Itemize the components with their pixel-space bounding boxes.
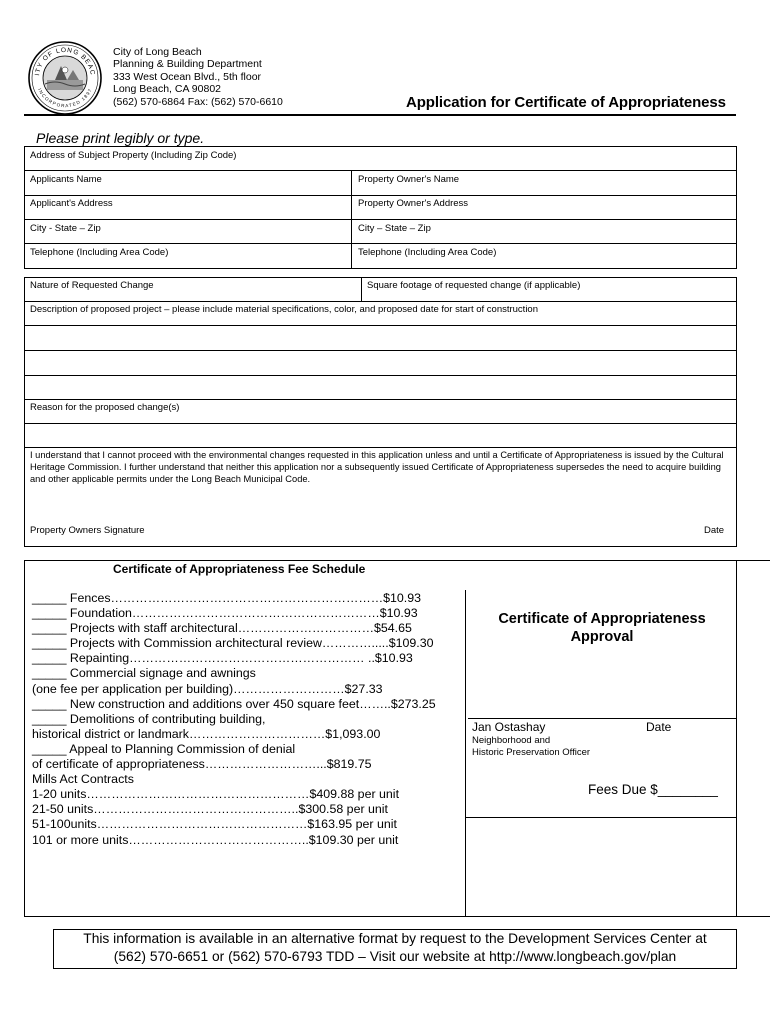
column-divider xyxy=(351,170,352,269)
mills-act-51-100: 51-100units……………………………………………$163.95 per unit xyxy=(32,817,397,832)
fees-due-field[interactable]: Fees Due $________ xyxy=(588,782,718,797)
column-divider xyxy=(361,277,362,301)
owner-signature-field[interactable]: Property Owners Signature xyxy=(30,525,145,536)
header-divider xyxy=(24,114,736,116)
fee-item-fences[interactable]: _____ Fences…………………………………………………………$10.93 xyxy=(32,591,422,605)
fee-item-demolitions[interactable]: _____ Demolitions of contributing building, xyxy=(32,711,266,726)
officer-name: Jan Ostashay xyxy=(472,720,546,734)
fee-schedule-title: Certificate of Appropriateness Fee Schedule xyxy=(113,562,366,576)
mills-act-21-50: 21-50 units…………………………………………..$300.58 per unit xyxy=(32,802,389,817)
form-title: Application for Certificate of Appropriateness xyxy=(406,94,726,111)
fee-item-commercial-signage[interactable]: _____ Commercial signage and awnings xyxy=(32,666,256,681)
row-divider xyxy=(24,301,737,302)
owner-phone-field[interactable]: Telephone (Including Area Code) xyxy=(358,247,497,258)
seal-bottom-text: INCORPORATED 1897 xyxy=(37,87,93,109)
fee-item-appeal-detail: of certificate of appropriateness………………………...$819.75 xyxy=(32,757,372,772)
footer-text xyxy=(53,930,737,965)
fee-item-repainting[interactable]: _____ Repainting………………………………………………… ..$10.93 xyxy=(32,651,413,666)
fee-item-signage-detail: (one fee per application per building)………………………$27.33 xyxy=(32,681,383,696)
description-input-area[interactable] xyxy=(25,326,736,398)
phone-fax: (562) 570-6864 Fax: (562) 570-6610 xyxy=(113,95,283,108)
fee-item-appeal[interactable]: _____ Appeal to Planning Commission of denial xyxy=(32,741,296,756)
applicant-address-field[interactable]: Applicant's Address xyxy=(30,198,113,209)
mills-act-101-plus: 101 or more units……………………………………..$109.30 per unit xyxy=(32,832,399,847)
square-footage-field[interactable]: Square footage of requested change (if applicable) xyxy=(367,280,581,291)
signature-date-field[interactable]: Date xyxy=(704,525,725,536)
officer-title-line2: Historic Preservation Officer xyxy=(472,747,591,758)
fee-schedule-list xyxy=(32,591,436,848)
row-divider xyxy=(24,243,737,244)
city-state-zip: Long Beach, CA 90802 xyxy=(113,83,222,96)
approval-title xyxy=(468,610,736,646)
row-divider xyxy=(24,399,737,400)
approval-date-label: Date xyxy=(646,720,672,734)
row-divider xyxy=(24,170,737,171)
owner-address-field[interactable]: Property Owner's Address xyxy=(358,198,469,209)
fee-item-staff-architectural[interactable]: _____ Projects with staff architectural……………………………$54.65 xyxy=(32,621,412,636)
nature-of-change-field[interactable]: Nature of Requested Change xyxy=(30,280,154,291)
officer-title xyxy=(472,735,590,759)
seal-top-text: ITY OF LONG BEAC xyxy=(34,46,96,77)
row-divider xyxy=(24,447,737,448)
applicant-city-field[interactable]: City - State – Zip xyxy=(30,223,101,234)
officer-title-line1: Neighborhood and xyxy=(472,735,551,746)
department-name: Planning & Building Department xyxy=(113,58,262,71)
street-address: 333 West Ocean Blvd., 5th floor xyxy=(113,70,262,83)
row-divider xyxy=(465,817,737,818)
city-seal-logo xyxy=(27,40,103,116)
fee-item-demolitions-detail: historical district or landmark……………………………$1,093.00 xyxy=(32,726,381,741)
fee-item-commission-review[interactable]: _____ Projects with Commission architectural review………….....$109.30 xyxy=(32,636,434,651)
row-divider xyxy=(24,195,737,196)
owner-name-field[interactable]: Property Owner's Name xyxy=(358,174,460,185)
footer-line1: This information is available in an alternative format by request to the Development Services Center at xyxy=(83,931,707,946)
fee-item-new-construction[interactable]: _____ New construction and additions over 450 square feet……..$273.25 xyxy=(32,696,436,711)
signature-line xyxy=(468,718,736,719)
department-address xyxy=(113,46,283,108)
applicant-name-field[interactable]: Applicants Name xyxy=(30,174,102,185)
print-instructions: Please print legibly or type. xyxy=(36,130,205,146)
property-address-field[interactable]: Address of Subject Property (Including Zip Code) xyxy=(30,150,237,161)
owner-city-field[interactable]: City – State – Zip xyxy=(358,223,431,234)
row-divider xyxy=(24,219,737,220)
approval-title-line2: Approval xyxy=(570,629,634,645)
footer-line2: (562) 570-6651 or (562) 570-6793 TDD – Visit our website at http://www.longbeach.gov/plan xyxy=(113,948,677,964)
city-name: City of Long Beach xyxy=(113,46,202,58)
reason-input-area[interactable] xyxy=(25,424,736,446)
column-divider xyxy=(465,590,466,917)
approval-title-line1: Certificate of Appropriateness xyxy=(498,611,706,627)
mills-act-heading: Mills Act Contracts xyxy=(32,772,134,787)
applicant-phone-field[interactable]: Telephone (Including Area Code) xyxy=(30,247,169,258)
adjacent-page-edge xyxy=(737,560,770,917)
mills-act-1-20: 1-20 units………………………………………………$409.88 per unit xyxy=(32,787,400,802)
reason-label: Reason for the proposed change(s) xyxy=(30,402,180,413)
fee-item-foundation[interactable]: _____ Foundation……………………………………………………$10.93 xyxy=(32,606,418,621)
acknowledgement-statement: I understand that I cannot proceed with the environmental changes requested in this application unless and until a Certificate of Appropriateness is issued by the Cultural Heritage Commission. I further understand that neither this application nor a subsequently issued Certificate of Appropriateness supersedes the need to acquire building and other applicable permits under the Long Beach Municipal Code. xyxy=(30,450,724,485)
description-label: Description of proposed project – please include material specifications, color, and proposed date for start of construction xyxy=(30,304,539,315)
